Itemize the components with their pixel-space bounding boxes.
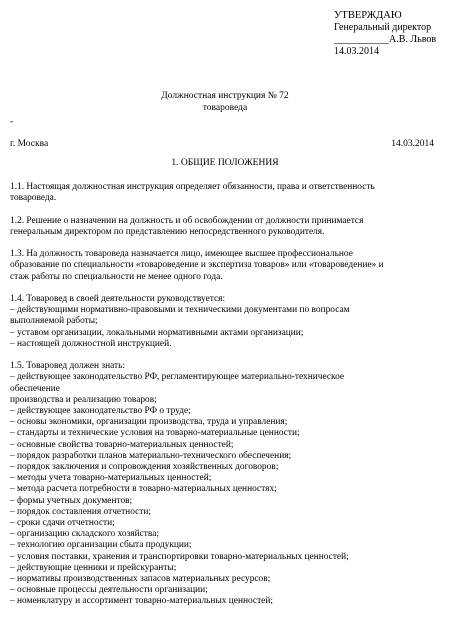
document-subtitle-line: товароведа (202, 103, 248, 113)
paragraph-1-3 (10, 249, 442, 283)
document-body (10, 182, 442, 619)
list-item: – методы учета товарно-материальных ценностей; (10, 473, 212, 484)
list-item: – стандарты и технические условия на товарно-материальные ценности; (10, 428, 300, 439)
paragraph-heading: 1.4. Товаровед в своей деятельности руководствуется: (10, 293, 226, 304)
list-item-continuation: выполняемой работы; (10, 316, 98, 327)
list-item: – сроки сдачи отчетности; (10, 518, 115, 529)
paragraph-1-5 (10, 361, 442, 607)
list-item: – порядок разработки планов материально-технического обеспечения; (10, 450, 292, 461)
approval-position: Генеральный директор (334, 22, 432, 33)
paragraph-heading: 1.5. Товаровед должен знать: (10, 361, 125, 372)
paragraph-line: 1.3. На должность товароведа назначается лицо, имеющее высшее профессиональное (10, 249, 353, 260)
approval-heading: УТВЕРЖДАЮ (334, 10, 402, 21)
list-item: – основы экономики, организации производства, труда и управления; (10, 417, 288, 428)
paragraph-line: стаж работы по специальности не менее одного года. (10, 271, 223, 282)
paragraph-1-2 (10, 216, 442, 238)
paragraph-line: образование по специальности «товароведение и экспертиза товаров» или «товароведение» и (10, 260, 384, 271)
list-item: – действующие ценники и прейскуранты; (10, 562, 177, 573)
list-item: – основные процессы деятельности организации; (10, 585, 208, 596)
list-item: – формы учетных документов; (10, 495, 133, 506)
list-item: – номенклатуру и ассортимент товарно-материальных ценностей; (10, 596, 273, 607)
list-item: – действующими нормативно-правовыми и техническими документами по вопросам (10, 305, 350, 316)
list-item: – нормативы производственных запасов материальных ресурсов; (10, 574, 271, 585)
paragraph-1-1 (10, 182, 442, 204)
dash-mark: - (10, 117, 14, 127)
paragraph-line: 1.1. Настоящая должностная инструкция определяет обязанности, права и ответственность (10, 182, 375, 192)
list-item-continuation: производства и реализацию товаров; (10, 394, 157, 405)
list-item: – технологию организации сбыта продукции; (10, 540, 192, 551)
approval-date: 14.03.2014 (334, 46, 379, 57)
approval-signature: ___________А.В. Львов (334, 34, 437, 45)
section-heading: 1. ОБЩИЕ ПОЛОЖЕНИЯ (171, 158, 279, 168)
document-title (0, 90, 450, 114)
list-item: – порядок заключения и сопровождения хозяйственных договоров; (10, 462, 279, 473)
list-item: – действующее законодательство РФ о труде; (10, 406, 191, 416)
list-item: – порядок составления отчетности; (10, 506, 151, 517)
city-label: г. Москва (10, 139, 49, 149)
paragraph-1-4 (10, 294, 442, 350)
document-title-line: Должностная инструкция № 72 (161, 91, 289, 101)
list-item: – настоящей должностной инструкцией. (10, 338, 172, 349)
paragraph-line: товароведа. (10, 193, 57, 204)
approval-block (334, 10, 436, 58)
paragraph-line: 1.2. Решение о назначении на должность и об освобождении от должности принимается (10, 215, 364, 226)
list-item: – организацию складского хозяйства; (10, 529, 159, 540)
list-item: – основные свойства товарно-материальных ценностей; (10, 439, 234, 450)
list-item-continuation: обеспечение (10, 383, 60, 394)
list-item: – условия поставки, хранения и транспортировки товарно-материальных ценностей; (10, 551, 349, 562)
list-item: – метода расчета потребности в товарно-материальных ценностях; (10, 484, 277, 495)
document-date: 14.03.2014 (391, 139, 434, 149)
paragraph-line: генеральным директором по представлению непосредственного руководителя. (10, 226, 325, 237)
list-item: – действующее законодательство РФ, регламентирующее материально-техническое (10, 372, 345, 383)
list-item: – уставом организации, локальными нормативными актами организации; (10, 327, 304, 338)
